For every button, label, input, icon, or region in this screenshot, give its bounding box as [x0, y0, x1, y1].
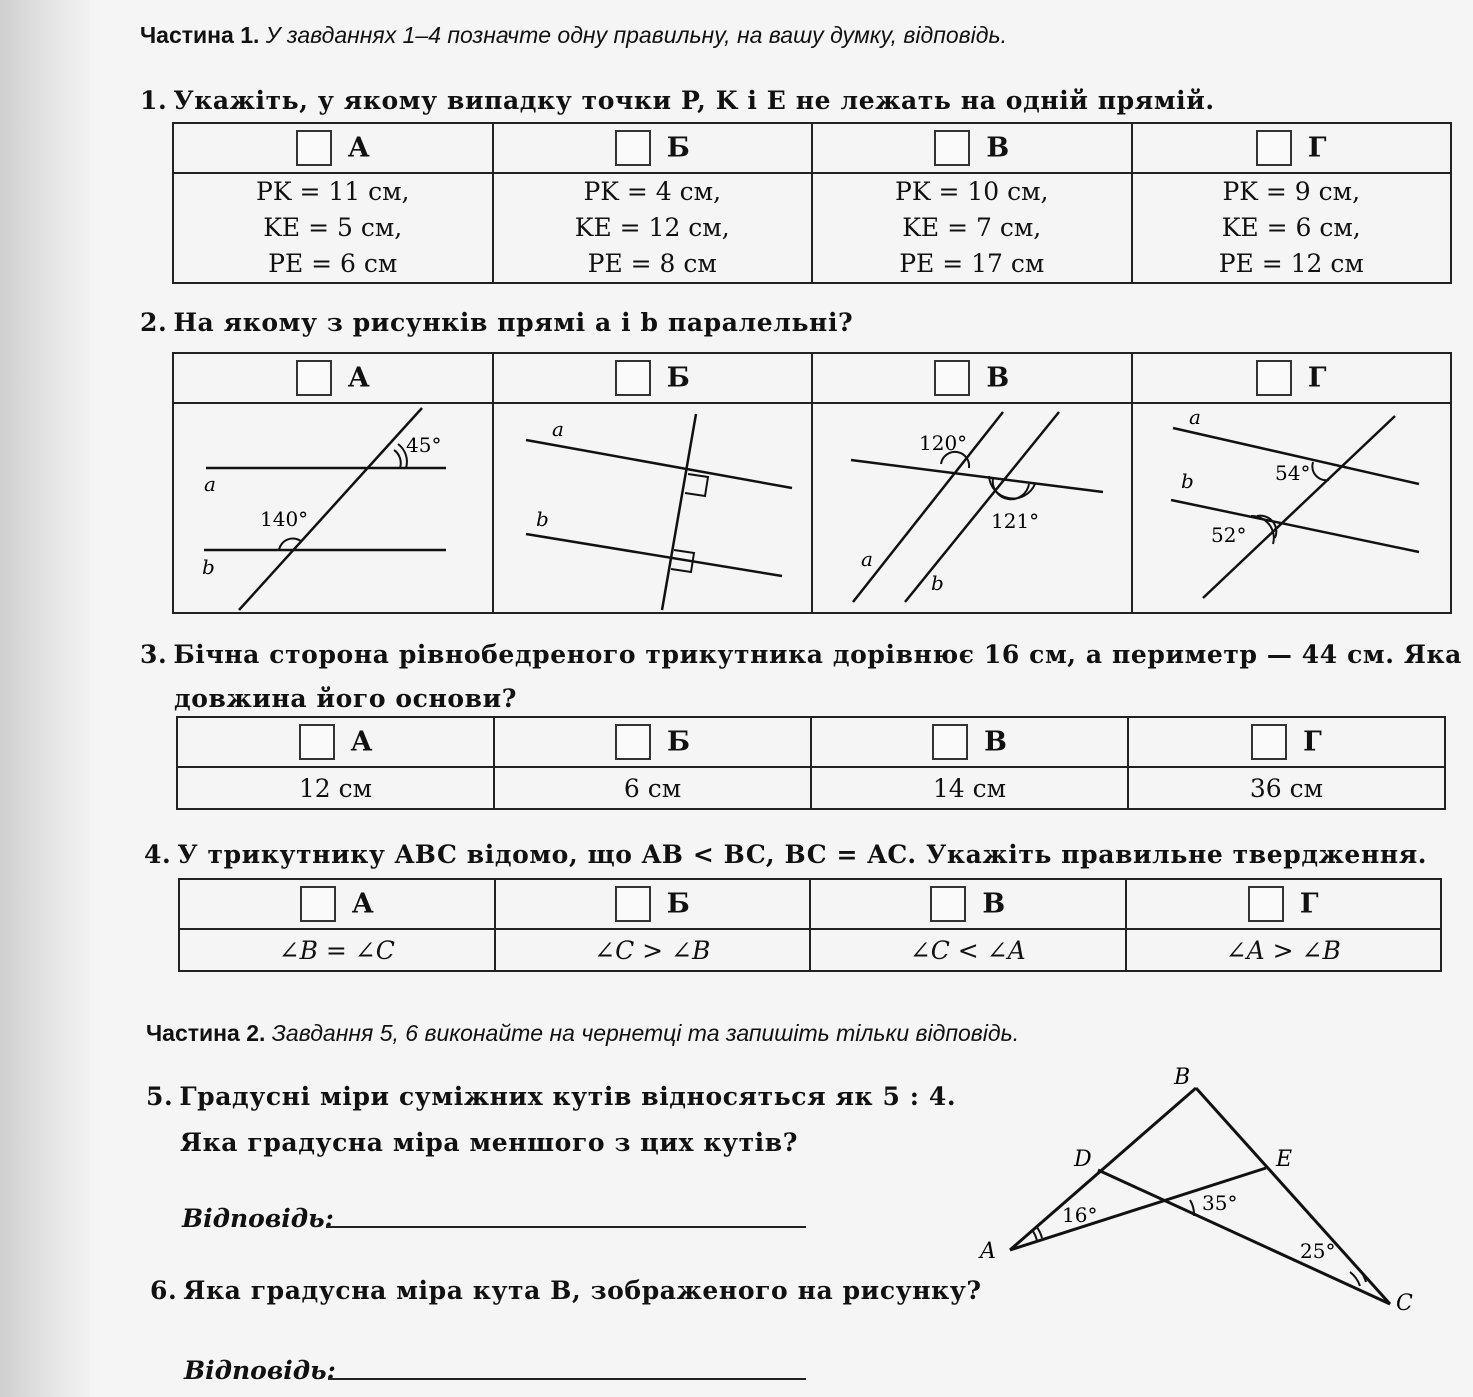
vertex-A: A: [980, 1239, 996, 1264]
q3-checkbox-b[interactable]: [615, 724, 651, 760]
horizontal-line: [851, 460, 1103, 492]
option-letter: В: [986, 362, 1010, 394]
q1-values-a: [173, 173, 493, 283]
value-line: PE = 17 см: [899, 249, 1045, 278]
q3-options-table: [176, 716, 1446, 810]
angle-label-140: 140°: [260, 507, 309, 531]
q1-question: Укажіть, у якому випадку точки P, K і E не лежать на одній прямій.: [173, 86, 1215, 115]
part2-label: Частина 2.: [146, 1020, 266, 1046]
q2-checkbox-v[interactable]: [934, 360, 970, 396]
q3-checkbox-v[interactable]: [932, 724, 968, 760]
figure-g-diagram: [1133, 404, 1451, 612]
line-b: [1171, 500, 1419, 552]
value-line: KE = 6 см,: [1221, 213, 1361, 242]
q3-option-b[interactable]: [494, 717, 811, 767]
page-binding-margin: [0, 0, 90, 1397]
q1-values-v: [812, 173, 1132, 283]
q3-question: Бічна сторона рівнобедреного трикутника дорівнює 16 см, а периметр — 44 см. Яка: [173, 640, 1462, 669]
q1-options-table: [172, 122, 1452, 284]
q4-text: [144, 840, 1427, 869]
q1-number: 1.: [140, 86, 168, 115]
option-letter: А: [350, 726, 373, 758]
q5-number: 5.: [146, 1082, 174, 1111]
q4-value-b: ∠C > ∠B: [495, 929, 811, 971]
option-letter: Г: [1307, 132, 1327, 164]
q4-value-g: ∠A > ∠B: [1126, 929, 1442, 971]
q1-checkbox-a[interactable]: [296, 130, 332, 166]
angle-label-120: 120°: [919, 431, 968, 455]
value-line: PK = 4 см,: [583, 177, 722, 206]
triangle-figure: [970, 1060, 1440, 1320]
option-letter: Г: [1299, 888, 1319, 920]
value-line: KE = 12 см,: [574, 213, 730, 242]
option-letter: Б: [666, 888, 690, 920]
option-letter: Б: [666, 132, 690, 164]
part2-instructions: Завдання 5, 6 виконайте на чернетці та запишіть тільки відповідь.: [271, 1020, 1020, 1046]
q6-answer-field[interactable]: [328, 1378, 806, 1380]
q4-option-g[interactable]: [1126, 879, 1442, 929]
q3-option-a[interactable]: [177, 717, 494, 767]
q2-figure-b: [493, 403, 813, 613]
q2-options-table: [172, 352, 1452, 614]
q4-option-v[interactable]: [810, 879, 1126, 929]
q1-checkbox-g[interactable]: [1256, 130, 1292, 166]
q2-text: [140, 308, 853, 337]
q3-option-g[interactable]: [1128, 717, 1445, 767]
q2-question: На якому з рисунків прямі a і b паралельні?: [173, 308, 854, 337]
option-letter: В: [984, 726, 1007, 758]
angle-arc-A-inner: [1032, 1230, 1037, 1241]
q2-option-a[interactable]: [173, 353, 493, 403]
angle-arc-45: [394, 450, 401, 468]
option-letter: А: [347, 132, 370, 164]
q2-figure-v: [812, 403, 1132, 613]
q2-checkbox-g[interactable]: [1256, 360, 1292, 396]
figure-a-diagram: [174, 404, 492, 612]
value-line: KE = 7 см,: [902, 213, 1042, 242]
part2-header: [146, 1020, 1019, 1047]
angle-label-45: 45°: [406, 433, 442, 457]
q1-checkbox-v[interactable]: [934, 130, 970, 166]
vertex-E: E: [1276, 1147, 1293, 1172]
q2-number: 2.: [140, 308, 168, 337]
label-a: a: [1188, 405, 1201, 429]
label-a: a: [861, 547, 873, 571]
q2-figure-a: [173, 403, 493, 613]
line-b: [526, 534, 782, 576]
q3-text-line2: довжина його основи?: [174, 684, 518, 713]
q3-value-a: 12 см: [177, 767, 494, 809]
q1-text: [140, 86, 1215, 115]
q5-answer-label: Відповідь:: [182, 1204, 334, 1233]
q5-text-line2: Яка градусна міра меншого з цих кутів?: [180, 1128, 798, 1157]
label-a: a: [551, 417, 564, 441]
q3-value-b: 6 см: [494, 767, 811, 809]
q4-question: У трикутнику ABC відомо, що AB < BC, BC = AC. Укажіть правильне твердження.: [177, 840, 1428, 869]
transversal: [662, 414, 696, 610]
q1-option-b[interactable]: [493, 123, 813, 173]
angle-label-54: 54°: [1274, 461, 1310, 485]
q4-value-a: ∠B = ∠C: [179, 929, 495, 971]
vertex-B: B: [1174, 1065, 1191, 1090]
option-letter: Б: [666, 726, 691, 758]
option-letter: В: [986, 132, 1010, 164]
option-letter: А: [351, 888, 374, 920]
q4-number: 4.: [144, 840, 172, 869]
q4-checkbox-a[interactable]: [300, 886, 336, 922]
q6-number: 6.: [150, 1276, 178, 1305]
value-line: PE = 12 см: [1218, 249, 1364, 278]
q5-text-line1: [146, 1082, 956, 1111]
angle-label-52: 52°: [1210, 523, 1246, 547]
q5-question: Градусні міри суміжних кутів відносяться як 5 : 4.: [179, 1082, 957, 1111]
q4-option-a[interactable]: [179, 879, 495, 929]
q4-value-v: ∠C < ∠A: [810, 929, 1126, 971]
option-letter: В: [982, 888, 1006, 920]
q4-option-b[interactable]: [495, 879, 811, 929]
value-line: KE = 5 см,: [263, 213, 403, 242]
value-line: PK = 11 см,: [256, 177, 410, 206]
q3-number: 3.: [140, 640, 168, 669]
q4-options-table: [178, 878, 1442, 972]
figure-b-diagram: [494, 404, 812, 612]
angle-arc-C: [1350, 1272, 1360, 1286]
angle-arc-A: [1036, 1226, 1042, 1238]
q3-value-g: 36 см: [1128, 767, 1445, 809]
option-letter: Г: [1303, 726, 1322, 758]
angle-label-121: 121°: [991, 509, 1040, 533]
vertex-C: C: [1396, 1291, 1413, 1316]
label-b: b: [202, 555, 215, 579]
q6-text: [150, 1276, 982, 1305]
q3-checkbox-g[interactable]: [1251, 724, 1287, 760]
line-a: [526, 440, 792, 488]
q2-option-v[interactable]: [812, 353, 1132, 403]
angle-label-mid: 35°: [1202, 1191, 1238, 1215]
q2-checkbox-a[interactable]: [296, 360, 332, 396]
value-line: PE = 8 см: [587, 249, 717, 278]
q3-checkbox-a[interactable]: [299, 724, 335, 760]
option-letter: А: [347, 362, 370, 394]
label-a: a: [204, 472, 216, 496]
part1-instructions: У завданнях 1–4 позначте одну правильну, на вашу думку, відповідь.: [265, 22, 1007, 48]
label-b: b: [931, 571, 944, 595]
option-letter: Г: [1307, 362, 1327, 394]
q3-value-v: 14 см: [811, 767, 1128, 809]
part1-label: Частина 1.: [140, 22, 260, 48]
value-line: PK = 9 см,: [1222, 177, 1361, 206]
vertex-D: D: [1074, 1147, 1092, 1172]
part1-header: [140, 22, 1007, 49]
q2-figure-g: [1132, 403, 1452, 613]
q1-option-g[interactable]: [1132, 123, 1452, 173]
transversal: [1203, 416, 1395, 598]
value-line: PE = 6 см: [268, 249, 398, 278]
q1-checkbox-b[interactable]: [615, 130, 651, 166]
label-b: b: [535, 507, 549, 531]
q1-values-b: [493, 173, 813, 283]
figure-v-diagram: [813, 404, 1131, 612]
label-b: b: [1180, 469, 1194, 493]
right-angle-mark-top: [685, 474, 708, 496]
q2-option-b[interactable]: [493, 353, 813, 403]
q6-answer-label: Відповідь:: [184, 1356, 336, 1385]
angle-label-A: 16°: [1062, 1203, 1098, 1227]
option-letter: Б: [666, 362, 690, 394]
q4-checkbox-b[interactable]: [615, 886, 651, 922]
side-AB: [1010, 1088, 1196, 1250]
angle-arc-54: [1312, 462, 1329, 480]
q5-answer-field[interactable]: [326, 1226, 806, 1228]
segment-DC: [1098, 1170, 1390, 1304]
q4-checkbox-v[interactable]: [930, 886, 966, 922]
q1-option-a[interactable]: [173, 123, 493, 173]
q3-text-line1: [140, 640, 1462, 669]
q2-checkbox-b[interactable]: [615, 360, 651, 396]
angle-label-C: 25°: [1300, 1239, 1336, 1263]
q6-question: Яка градусна міра кута B, зображеного на рисунку?: [183, 1276, 982, 1305]
q4-checkbox-g[interactable]: [1248, 886, 1284, 922]
value-line: PK = 10 см,: [895, 177, 1049, 206]
q2-option-g[interactable]: [1132, 353, 1452, 403]
q3-option-v[interactable]: [811, 717, 1128, 767]
q1-option-v[interactable]: [812, 123, 1132, 173]
q1-values-g: [1132, 173, 1452, 283]
